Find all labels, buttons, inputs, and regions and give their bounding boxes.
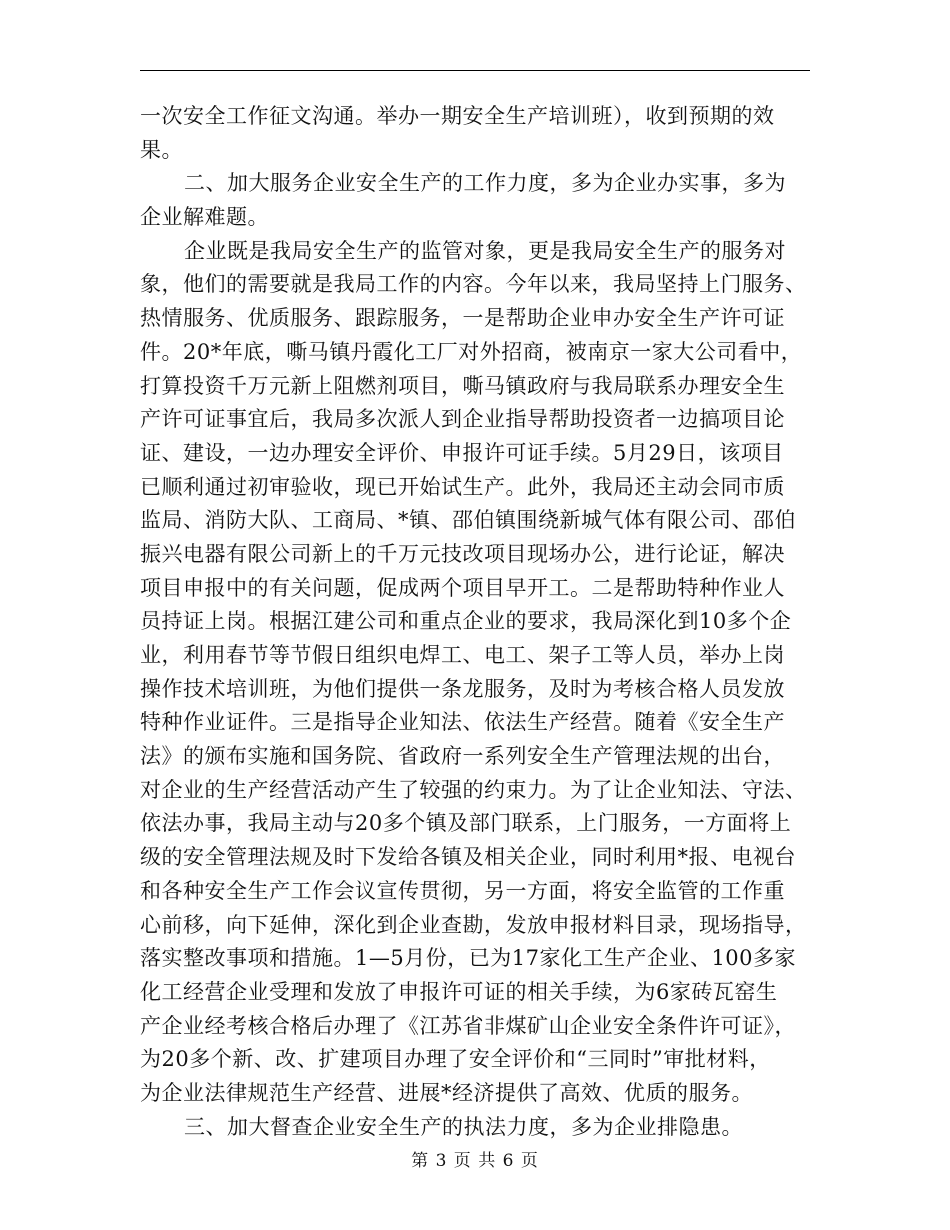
text-line: 企业既是我局安全生产的监管对象，更是我局安全生产的服务对	[184, 238, 786, 263]
text-line: 特种作业证件。三是指导企业知法、依法生产经营。随着《安全生产	[140, 710, 785, 735]
text-line: 落实整改事项和措施。1—5月份，已为17家化工生产企业、100多家	[140, 946, 797, 971]
text-line: 产许可证事宜后，我局多次派人到企业指导帮助投资者一边搞项目论	[140, 407, 785, 432]
text-line: 依法办事，我局主动与20多个镇及部门联系，上门服务，一方面将上	[140, 811, 792, 836]
text-line: 操作技术培训班，为他们提供一条龙服务，及时为考核合格人员发放	[140, 676, 785, 701]
text-line: 监局、消防大队、工商局、*镇、邵伯镇围绕新城气体有限公司、邵伯	[140, 508, 796, 533]
text-line: 法》的颁布实施和国务院、省政府一系列安全生产管理法规的出台，	[140, 744, 785, 769]
text-line: 热情服务、优质服务、跟踪服务，一是帮助企业申办安全生产许可证	[140, 306, 785, 331]
text-line: 和各种安全生产工作会议宣传贯彻，另一方面，将安全监管的工作重	[140, 878, 785, 903]
text-line: 心前移，向下延伸，深化到企业查勘，发放申报材料目录，现场指导，	[140, 912, 807, 937]
text-line: 象，他们的需要就是我局工作的内容。今年以来，我局坚持上门服务、	[140, 272, 807, 297]
text-line: 为20多个新、改、扩建项目办理了安全评价和“三同时”审批材料，	[140, 1047, 771, 1072]
text-line: 产企业经考核合格后办理了《江苏省非煤矿山企业安全条件许可证》，	[140, 1013, 796, 1038]
text-line: 证、建设，一边办理安全评价、申报许可证手续。5月29日，该项目	[140, 440, 784, 465]
text-line: 件。20*年底，嘶马镇丹霞化工厂对外招商，被南京一家大公司看中，	[140, 339, 803, 364]
text-line: 打算投资千万元新上阻燃剂项目，嘶马镇政府与我局联系办理安全生	[140, 373, 785, 398]
page-footer: 第 3 页 共 6 页	[411, 1151, 539, 1171]
text-line: 一次安全工作征文沟通。举办一期安全生产培训班），收到预期的效	[140, 104, 775, 128]
header-rule	[140, 70, 810, 71]
text-line: 化工经营企业受理和发放了申报许可证的相关手续，为6家砖瓦窑生	[140, 979, 778, 1004]
document-body	[140, 100, 810, 1144]
text-line: 企业解难题。	[140, 205, 269, 230]
text-line: 已顺利通过初审验收，现已开始试生产。此外，我局还主动会同市质	[140, 474, 785, 499]
text-line: 果。	[140, 137, 183, 162]
text-line: 振兴电器有限公司新上的千万元技改项目现场办公，进行论证，解决	[140, 541, 785, 566]
text-line: 三、加大督查企业安全生产的执法力度，多为企业排隐患。	[184, 1114, 743, 1139]
text-line: 二、加大服务企业安全生产的工作力度，多为企业办实事，多为	[184, 171, 786, 196]
text-line: 业，利用春节等节假日组织电焊工、电工、架子工等人员，举办上岗	[140, 643, 785, 667]
text-line: 对企业的生产经营活动产生了较强的约束力。为了让企业知法、守法、	[140, 777, 807, 802]
text-line: 为企业法律规范生产经营、进展*经济提供了高效、优质的服务。	[140, 1080, 753, 1105]
text-line: 级的安全管理法规及时下发给各镇及相关企业，同时利用*报、电视台	[140, 845, 796, 870]
text-line: 项目申报中的有关问题，促成两个项目早开工。二是帮助特种作业人	[140, 575, 785, 600]
text-line: 员持证上岗。根据江建公司和重点企业的要求，我局深化到10多个企	[140, 609, 792, 634]
